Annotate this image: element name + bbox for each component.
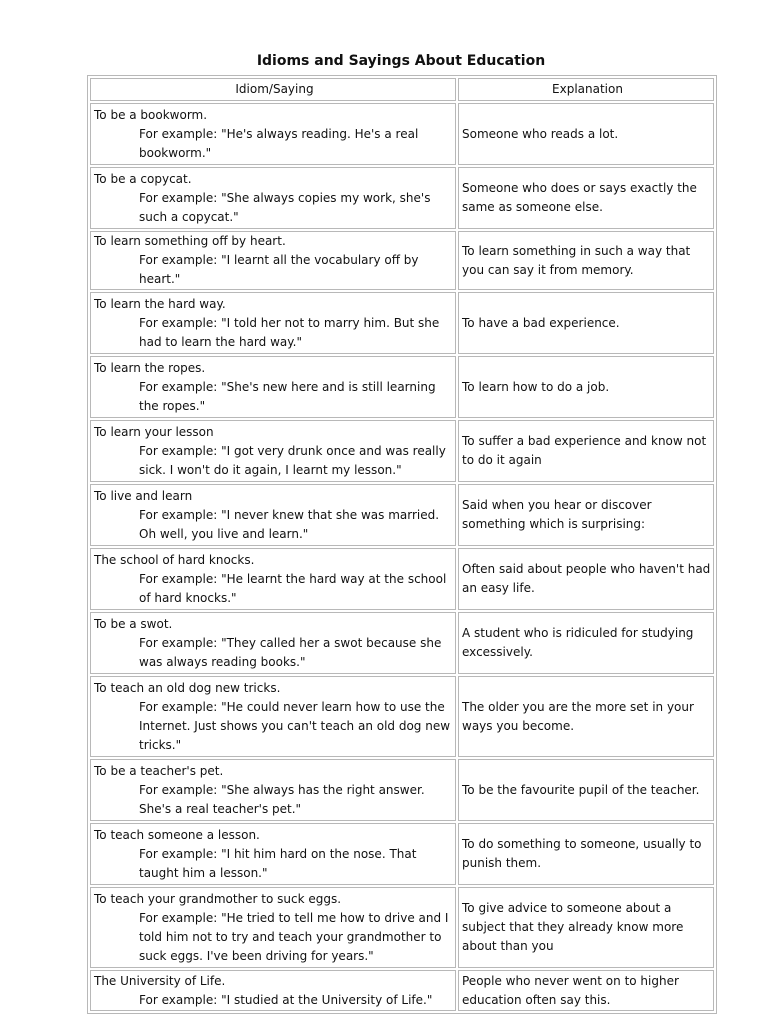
explanation-cell: To have a bad experience.	[458, 292, 714, 354]
explanation-cell: Someone who does or says exactly the same as someone else.	[458, 167, 714, 229]
example-text: For example: "He learnt the hard way at the school of hard knocks."	[139, 571, 447, 605]
explanation-cell: People who never went on to higher education often say this.	[458, 970, 714, 1011]
idiom-cell	[90, 356, 456, 418]
idiom-text: To be a copycat.	[94, 171, 192, 186]
table-body	[90, 103, 714, 1011]
table-row	[90, 420, 714, 482]
table-row	[90, 759, 714, 821]
idiom-cell	[90, 970, 456, 1011]
table-header-row	[90, 78, 714, 101]
page-title: Idioms and Sayings About Education	[256, 53, 546, 69]
idiom-cell	[90, 167, 456, 229]
table-row	[90, 548, 714, 610]
example-text: For example: "He tried to tell me how to drive and I told him not to try and teach your grandmother to suck eggs. I've been driving for years."	[139, 910, 449, 963]
explanation-cell: To do something to someone, usually to punish them.	[458, 823, 714, 885]
explanation-cell: Said when you hear or discover something which is surprising:	[458, 484, 714, 546]
table-row	[90, 231, 714, 290]
column-header-explanation: Explanation	[458, 78, 714, 101]
explanation-cell: A student who is ridiculed for studying excessively.	[458, 612, 714, 674]
idiom-cell	[90, 548, 456, 610]
explanation-cell: Often said about people who haven't had an easy life.	[458, 548, 714, 610]
explanation-cell: To suffer a bad experience and know not to do it again	[458, 420, 714, 482]
idiom-cell	[90, 103, 456, 165]
idiom-text: To learn your lesson	[94, 424, 214, 439]
idiom-text: To teach your grandmother to suck eggs.	[94, 891, 342, 906]
table-row	[90, 292, 714, 354]
example-text: For example: "I got very drunk once and was really sick. I won't do it again, I learnt my lesson."	[139, 443, 446, 477]
idiom-cell	[90, 292, 456, 354]
idiom-text: To be a bookworm.	[94, 107, 208, 122]
explanation-cell: The older you are the more set in your ways you become.	[458, 676, 714, 757]
explanation-cell: To learn how to do a job.	[458, 356, 714, 418]
idiom-text: To learn the hard way.	[94, 296, 226, 311]
table-row	[90, 167, 714, 229]
explanation-cell: To give advice to someone about a subject that they already know more about than you	[458, 887, 714, 968]
idiom-cell	[90, 612, 456, 674]
example-text: For example: "I studied at the University of Life."	[139, 992, 433, 1007]
example-text: For example: "I learnt all the vocabulary off by heart."	[139, 253, 419, 286]
idiom-text: To be a teacher's pet.	[94, 763, 224, 778]
explanation-cell: To learn something in such a way that you can say it from memory.	[458, 231, 714, 290]
idiom-text: To learn the ropes.	[94, 360, 206, 375]
idiom-cell	[90, 231, 456, 290]
table-row	[90, 612, 714, 674]
explanation-cell: To be the favourite pupil of the teacher.	[458, 759, 714, 821]
idioms-table	[87, 75, 717, 1014]
example-text: For example: "He's always reading. He's a real bookworm."	[139, 126, 419, 160]
idiom-cell	[90, 823, 456, 885]
example-text: For example: "She always copies my work, she's such a copycat."	[139, 190, 431, 224]
table-row	[90, 823, 714, 885]
idiom-text: The University of Life.	[94, 973, 226, 988]
example-text: For example: "She always has the right answer. She's a real teacher's pet."	[139, 782, 425, 816]
example-text: For example: "I never knew that she was married. Oh well, you live and learn."	[139, 507, 440, 541]
idiom-text: To teach an old dog new tricks.	[94, 680, 281, 695]
table-row	[90, 970, 714, 1011]
idiom-cell	[90, 676, 456, 757]
table-row	[90, 103, 714, 165]
example-text: For example: "He could never learn how to use the Internet. Just shows you can't teach an old dog new tricks."	[139, 699, 451, 752]
example-text: For example: "She's new here and is still learning the ropes."	[139, 379, 436, 413]
idiom-text: To live and learn	[94, 488, 193, 503]
example-text: For example: "They called her a swot because she was always reading books."	[139, 635, 442, 669]
explanation-cell: Someone who reads a lot.	[458, 103, 714, 165]
table-row	[90, 887, 714, 968]
idiom-cell	[90, 887, 456, 968]
idiom-text: To be a swot.	[94, 616, 173, 631]
table-row	[90, 356, 714, 418]
idiom-cell	[90, 759, 456, 821]
example-text: For example: "I hit him hard on the nose. That taught him a lesson."	[139, 846, 417, 880]
example-text: For example: "I told her not to marry him. But she had to learn the hard way."	[139, 315, 440, 349]
idiom-text: To learn something off by heart.	[94, 234, 286, 248]
table-row	[90, 484, 714, 546]
idiom-text: To teach someone a lesson.	[94, 827, 260, 842]
table-row	[90, 676, 714, 757]
idiom-cell	[90, 484, 456, 546]
column-header-idiom: Idiom/Saying	[90, 78, 456, 101]
idiom-text: The school of hard knocks.	[94, 552, 255, 567]
idiom-cell	[90, 420, 456, 482]
